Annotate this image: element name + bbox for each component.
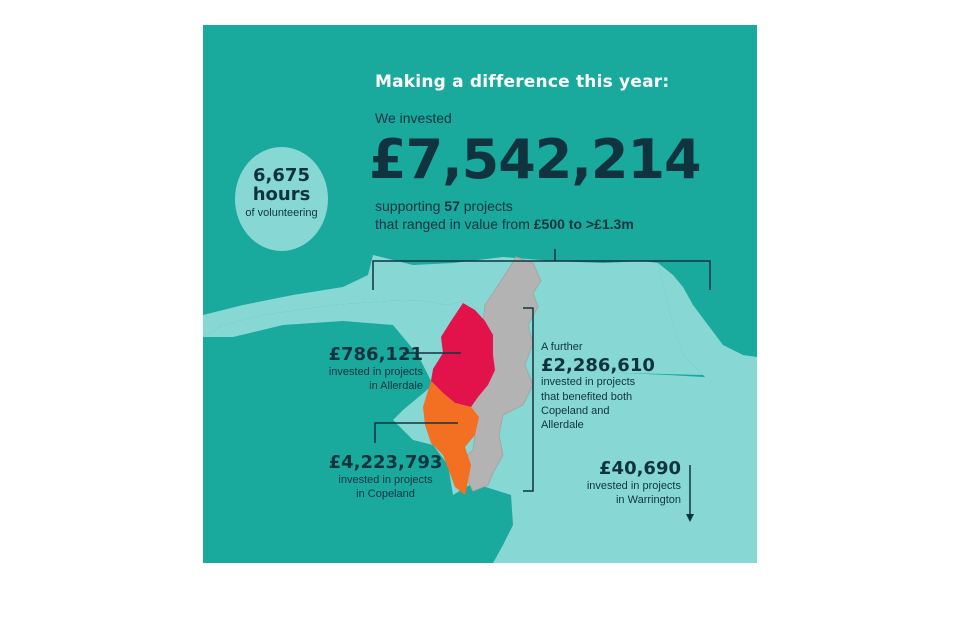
page-title: Making a difference this year: (375, 72, 670, 92)
projects-summary (375, 198, 634, 233)
allerdale-line2: in Allerdale (369, 380, 423, 393)
allerdale-stat (313, 345, 423, 393)
volunteering-unit: hours (252, 184, 311, 205)
range-value: £500 to >£1.3m (533, 215, 634, 232)
warrington-line1: invested in projects (586, 479, 681, 492)
warrington-stat (575, 459, 681, 507)
volunteering-number: 6,675 (253, 165, 310, 186)
allerdale-amount: £786,121 (328, 344, 423, 365)
supporting-suffix: projects (459, 198, 513, 214)
range-prefix: that ranged in value from (375, 215, 534, 232)
both-lead: A further (541, 341, 583, 353)
invested-intro: We invested (375, 110, 452, 126)
total-invested: £7,542,214 (369, 128, 701, 191)
copeland-line2: in Copeland (356, 488, 415, 501)
both-amount: £2,286,610 (541, 354, 655, 376)
project-count: 57 (444, 198, 460, 214)
copeland-amount: £4,223,793 (328, 452, 443, 473)
both-line1: invested in projects (541, 376, 636, 389)
both-line4: Allerdale (541, 419, 584, 432)
both-line3: Copeland and (541, 405, 610, 418)
volunteering-label: of volunteering (245, 206, 318, 219)
both-areas-stat (541, 341, 661, 433)
allerdale-line1: invested in projects (328, 365, 423, 378)
both-line2: that benefited both (541, 390, 633, 403)
copeland-line1: invested in projects (338, 473, 433, 486)
warrington-amount: £40,690 (599, 458, 681, 479)
supporting-prefix: supporting (375, 198, 445, 214)
copeland-stat (313, 453, 458, 501)
warrington-line2: in Warrington (615, 494, 681, 507)
infographic-panel (203, 25, 757, 563)
volunteering-badge (235, 147, 328, 251)
